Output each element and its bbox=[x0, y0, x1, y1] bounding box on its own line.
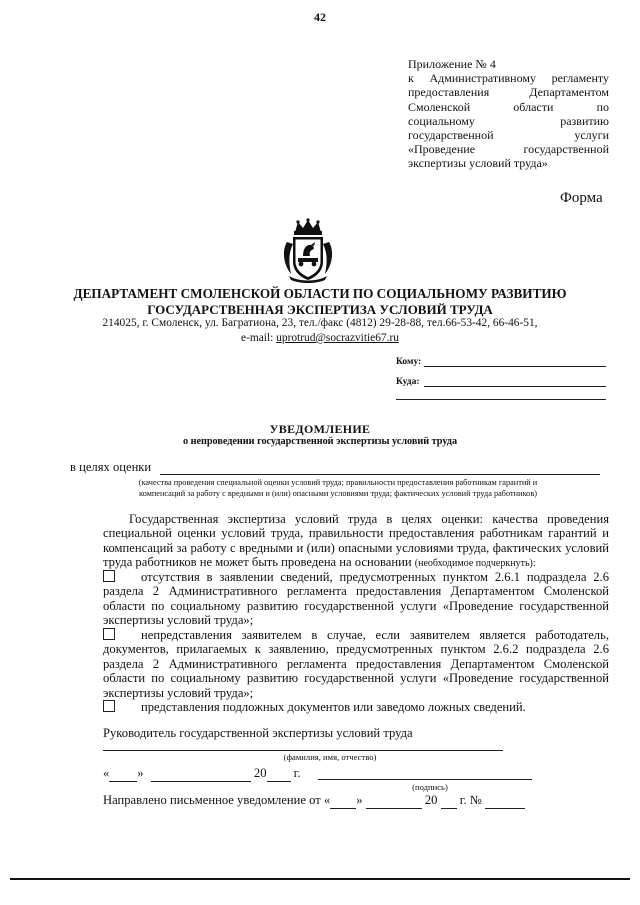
year-field[interactable] bbox=[267, 766, 291, 782]
reason-2 bbox=[103, 628, 609, 700]
appendix-title: Приложение № 4 bbox=[408, 57, 496, 71]
reason-2-checkbox[interactable] bbox=[103, 628, 115, 640]
purpose-hint bbox=[78, 477, 598, 499]
department-name: ДЕПАРТАМЕНТ СМОЛЕНСКОЙ ОБЛАСТИ ПО СОЦИАЛЬНОМУ РАЗВИТИЮ bbox=[73, 286, 567, 301]
sent-label: Направлено письменное уведомление от « bbox=[103, 793, 331, 807]
purpose-field[interactable] bbox=[160, 474, 600, 475]
appendix-line: «Проведение государственной bbox=[408, 142, 609, 157]
to-field[interactable] bbox=[424, 366, 606, 367]
intro-text: Государственная экспертиза условий труда в целях оценки: качества проведения специальной оценки условий труда, правильности предоставления работникам гарантий и компенсаций за работу с вредными и (или) опасными условиями труда, фактических условий труда работников не может быть проведена на основании bbox=[103, 512, 609, 570]
reason-1 bbox=[103, 570, 609, 628]
date-open-quote: « bbox=[103, 766, 110, 780]
appendix-line: социальному развитию bbox=[408, 113, 609, 128]
division-name: ГОСУДАРСТВЕННАЯ ЭКСПЕРТИЗА УСЛОВИЙ ТРУДА bbox=[147, 302, 493, 317]
intro-paragraph bbox=[103, 512, 609, 572]
sent-day-field[interactable] bbox=[330, 793, 356, 809]
email-link[interactable]: uprotrud@socrazvitie67.ru bbox=[276, 332, 399, 344]
sent-month-field[interactable] bbox=[366, 793, 422, 809]
where-field[interactable] bbox=[424, 386, 606, 387]
where-field-extra-line[interactable] bbox=[396, 399, 606, 400]
sent-year-field[interactable] bbox=[441, 793, 457, 809]
date-close-quote: » bbox=[137, 766, 144, 780]
month-field[interactable] bbox=[151, 766, 251, 782]
signature-hint: (подпись) bbox=[412, 782, 448, 792]
signature-field[interactable] bbox=[318, 779, 532, 780]
reason-1-checkbox[interactable] bbox=[103, 570, 115, 582]
reason-3-text: представления подложных документов или заведомо ложных сведений. bbox=[141, 700, 526, 714]
appendix-line: экспертизы условий труда» bbox=[408, 156, 548, 171]
coat-of-arms-emblem bbox=[281, 218, 335, 284]
reason-3-checkbox[interactable] bbox=[103, 700, 115, 712]
year-prefix: 20 bbox=[253, 766, 267, 780]
sent-number-label: г. № bbox=[459, 793, 482, 807]
reason-1-text: отсутствия в заявлении сведений, предусмотренных пунктом 2.6.1 подраздела 2.6 раздела 2 Административного регламента предоставления Департаментом Смоленской области по социальному развитию государственной услуги «Проведение государственной экспертизы условий труда»; bbox=[103, 570, 609, 628]
sent-year-prefix: 20 bbox=[424, 793, 438, 807]
reason-2-text: непредставления заявителем в случае, если заявителем является работодатель, документов, прилагаемых к заявлению, предусмотренных пунктом 2.6.2 подраздела 2.6 раздела 2 Административного регламента предоставления Департаментом Смоленской области по социальному развитию государственной услуги «Проведение государственной экспертизы условий труда»; bbox=[103, 628, 609, 700]
where-label: Куда: bbox=[396, 377, 420, 387]
to-label: Кому: bbox=[396, 357, 422, 367]
intro-hint: (необходимое подчеркнуть): bbox=[414, 558, 536, 570]
page-number: 42 bbox=[314, 10, 326, 24]
day-field[interactable] bbox=[109, 766, 137, 782]
purpose-hint-line: компенсаций за работу с вредными и (или) опасными условиями труда; фактических условий труда работников) bbox=[138, 489, 538, 498]
email-label: e-mail: bbox=[241, 332, 274, 344]
fio-hint: (фамилия, имя, отчество) bbox=[283, 752, 377, 762]
appendix-line: Смоленской области по bbox=[408, 99, 609, 114]
purpose-label: в целях оценки bbox=[70, 460, 152, 474]
date-row bbox=[103, 766, 301, 782]
head-signature-label: Руководитель государственной экспертизы условий труда bbox=[103, 726, 413, 740]
department-email bbox=[0, 332, 640, 344]
sent-number-field[interactable] bbox=[485, 793, 525, 809]
fio-field[interactable] bbox=[103, 750, 503, 751]
purpose-hint-line: (качества проведения специальной оценки условий труда; правильности предоставления работникам гарантий и bbox=[138, 478, 538, 487]
reason-3 bbox=[103, 700, 609, 714]
sent-notice-row bbox=[103, 793, 525, 809]
appendix-line: государственной услуги bbox=[408, 128, 609, 143]
form-label: Форма bbox=[560, 190, 603, 206]
bottom-divider bbox=[10, 878, 630, 880]
appendix-line: к Административному регламенту bbox=[408, 71, 609, 86]
appendix-line: предоставления Департаментом bbox=[408, 85, 609, 100]
notice-title: УВЕДОМЛЕНИЕ bbox=[269, 422, 371, 436]
sent-close-quote: » bbox=[356, 793, 363, 807]
department-address: 214025, г. Смоленск, ул. Багратиона, 23, тел./факс (4812) 29-28-88, тел.66-53-42, 66-46-51, bbox=[102, 317, 538, 329]
year-suffix: г. bbox=[293, 766, 301, 780]
notice-subtitle: о непроведении государственной экспертизы условий труда bbox=[182, 436, 458, 447]
appendix-reference bbox=[408, 57, 609, 171]
